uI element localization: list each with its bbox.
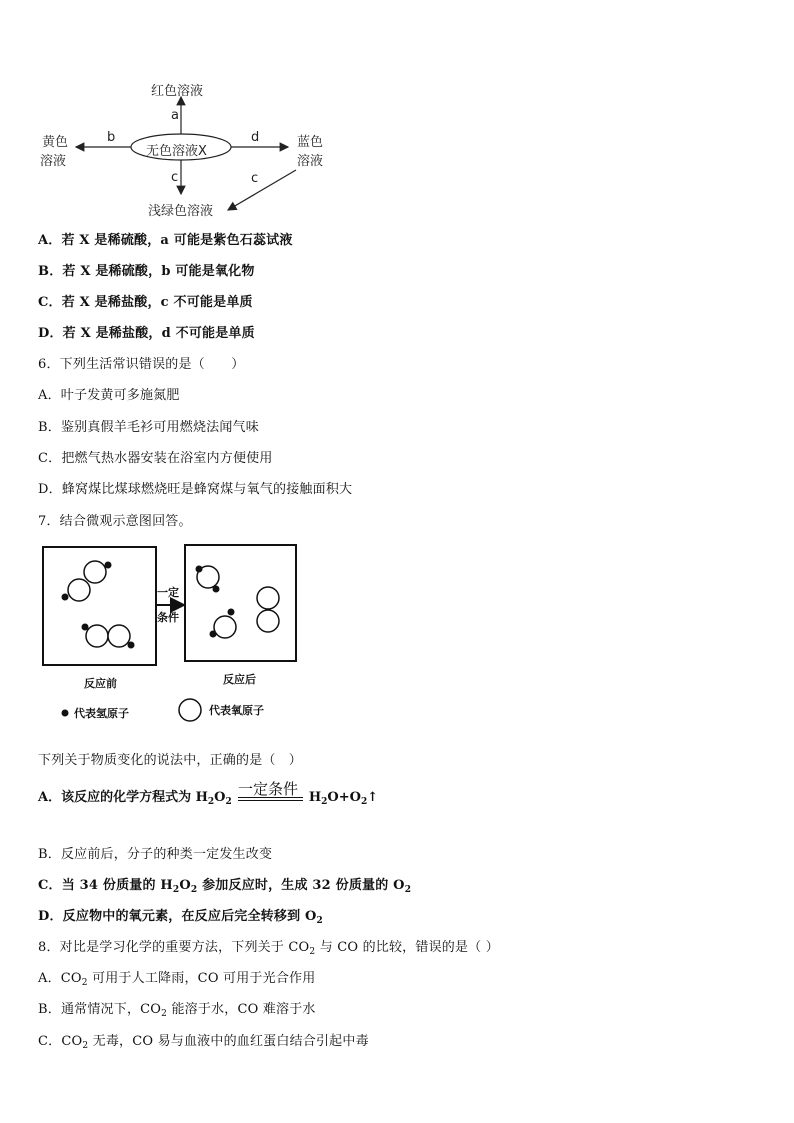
- q7-c-mid: 参加反应时，生成 32 份质量的 O: [202, 878, 405, 893]
- q7-option-a: A．该反应的化学方程式为 $H_2O_2$ $H_2O+O_2↑$: [38, 790, 379, 807]
- h-atom: [210, 631, 217, 638]
- edge-label-d: d: [251, 130, 260, 145]
- right-label-2: 溶液: [297, 154, 324, 169]
- o-atom: [108, 625, 130, 647]
- edge-label-c2: c: [251, 171, 259, 186]
- o-atom: [84, 561, 106, 583]
- legend-o-label: 代表氧原子: [209, 704, 264, 717]
- q7-stem: 7．结合微观示意图回答。: [38, 514, 192, 529]
- q7-option-d: D．反应物中的氧元素，在反应后完全转移到 $O_2$: [38, 909, 323, 926]
- o-atom: [68, 579, 90, 601]
- h-atom: [62, 594, 69, 601]
- q6-option-d: D．蜂窝煤比煤球燃烧旺是蜂窝煤与氧气的接触面积大: [38, 482, 353, 497]
- q5-option-d: D．若 X 是稀盐酸，d 不可能是单质: [38, 326, 255, 341]
- q8-b-suffix: 能溶于水，CO 难溶于水: [171, 1002, 316, 1017]
- q8-c-suffix: 无毒，CO 易与血液中的血红蛋白结合引起中毒: [92, 1034, 369, 1049]
- center-label: 无色溶液X: [146, 144, 207, 159]
- arrow-label-top: 一定: [157, 586, 179, 599]
- q8-a-suffix: 可用于人工降雨，CO 可用于光合作用: [92, 971, 316, 986]
- q6-option-a: A．叶子发黄可多施氮肥: [38, 388, 180, 403]
- edge-label-a: a: [171, 108, 179, 123]
- h-atom: [213, 586, 220, 593]
- arrow-diagonal: [228, 170, 296, 210]
- right-label-1: 蓝色: [297, 135, 324, 150]
- h-atom: [82, 624, 89, 631]
- q7-option-a-prefix: A．该反应的化学方程式为 H: [38, 790, 208, 805]
- left-label-1: 黄色: [42, 135, 69, 150]
- micro-diagram-svg: [0, 535, 320, 725]
- legend-h-label: 代表氢原子: [74, 707, 129, 720]
- q8-option-c: C．$CO_2$ 无毒，CO 易与血液中的血红蛋白结合引起中毒: [38, 1034, 369, 1051]
- box-before-caption: 反应前: [84, 677, 117, 690]
- o-atom: [86, 625, 108, 647]
- left-label-2: 溶液: [40, 154, 67, 169]
- box-after: [185, 545, 296, 661]
- edge-label-b: b: [107, 130, 116, 145]
- q7-d-prefix: D．反应物中的氧元素，在反应后完全转移到 O: [38, 909, 317, 924]
- o-atom: [214, 616, 236, 638]
- bottom-label: 浅绿色溶液: [148, 204, 214, 219]
- q8-stem-suffix: 与 CO 的比较，错误的是（ ）: [319, 940, 499, 955]
- q8-option-a: A．$CO_2$ 可用于人工降雨，CO 可用于光合作用: [38, 971, 316, 988]
- top-label: 红色溶液: [151, 84, 204, 99]
- box-after-caption: 反应后: [223, 673, 256, 686]
- legend-o-atom: [179, 699, 201, 721]
- q8-a-prefix: A．CO: [38, 971, 82, 986]
- h-atom: [105, 562, 112, 569]
- q5-option-b: B．若 X 是稀硫酸，b 可能是氧化物: [38, 264, 255, 279]
- q6-stem: 6．下列生活常识错误的是（ ）: [38, 357, 245, 372]
- q6-option-b: B．鉴别真假羊毛衫可用燃烧法闻气味: [38, 420, 259, 435]
- o-atom: [257, 587, 279, 609]
- reaction-condition: 一定条件: [238, 780, 299, 798]
- equation-bar-bottom: [238, 800, 303, 801]
- q8-stem: 8．对比是学习化学的重要方法，下列关于 $CO_2$ 与 CO 的比较，错误的是（ ）: [38, 940, 499, 957]
- q8-stem-prefix: 8．对比是学习化学的重要方法，下列关于 CO: [38, 940, 310, 955]
- q7-option-c: C．当 34 份质量的 $H_2O_2$ 参加反应时，生成 32 份质量的 $O_2$: [38, 878, 412, 895]
- q7-option-b: B．反应前后，分子的种类一定发生改变: [38, 847, 273, 862]
- h-atom: [128, 642, 135, 649]
- q8-b-prefix: B．通常情况下，CO: [38, 1002, 162, 1017]
- arrow-label-bottom: 条件: [157, 611, 179, 624]
- q5-option-a: A．若 X 是稀硫酸，a 可能是紫色石蕊试液: [38, 233, 293, 248]
- q7-sub-stem: 下列关于物质变化的说法中，正确的是（ ）: [38, 753, 303, 768]
- q7-option-a-products: H: [308, 790, 322, 805]
- o-atom: [257, 610, 279, 632]
- q5-option-c: C．若 X 是稀盐酸，c 不可能是单质: [38, 295, 253, 310]
- h-atom: [228, 609, 235, 616]
- q7-c-prefix: C．当 34 份质量的 H: [38, 878, 173, 893]
- q8-c-prefix: C．CO: [38, 1034, 83, 1049]
- legend-h-atom: [62, 710, 69, 717]
- q8-option-b: B．通常情况下，$CO_2$ 能溶于水，CO 难溶于水: [38, 1002, 316, 1019]
- h-atom: [196, 566, 203, 573]
- q6-option-c: C．把燃气热水器安装在浴室内方便使用: [38, 451, 273, 466]
- equation-bar-top: [238, 797, 303, 798]
- diagram-arrows: [0, 0, 794, 230]
- edge-label-c: c: [171, 170, 179, 185]
